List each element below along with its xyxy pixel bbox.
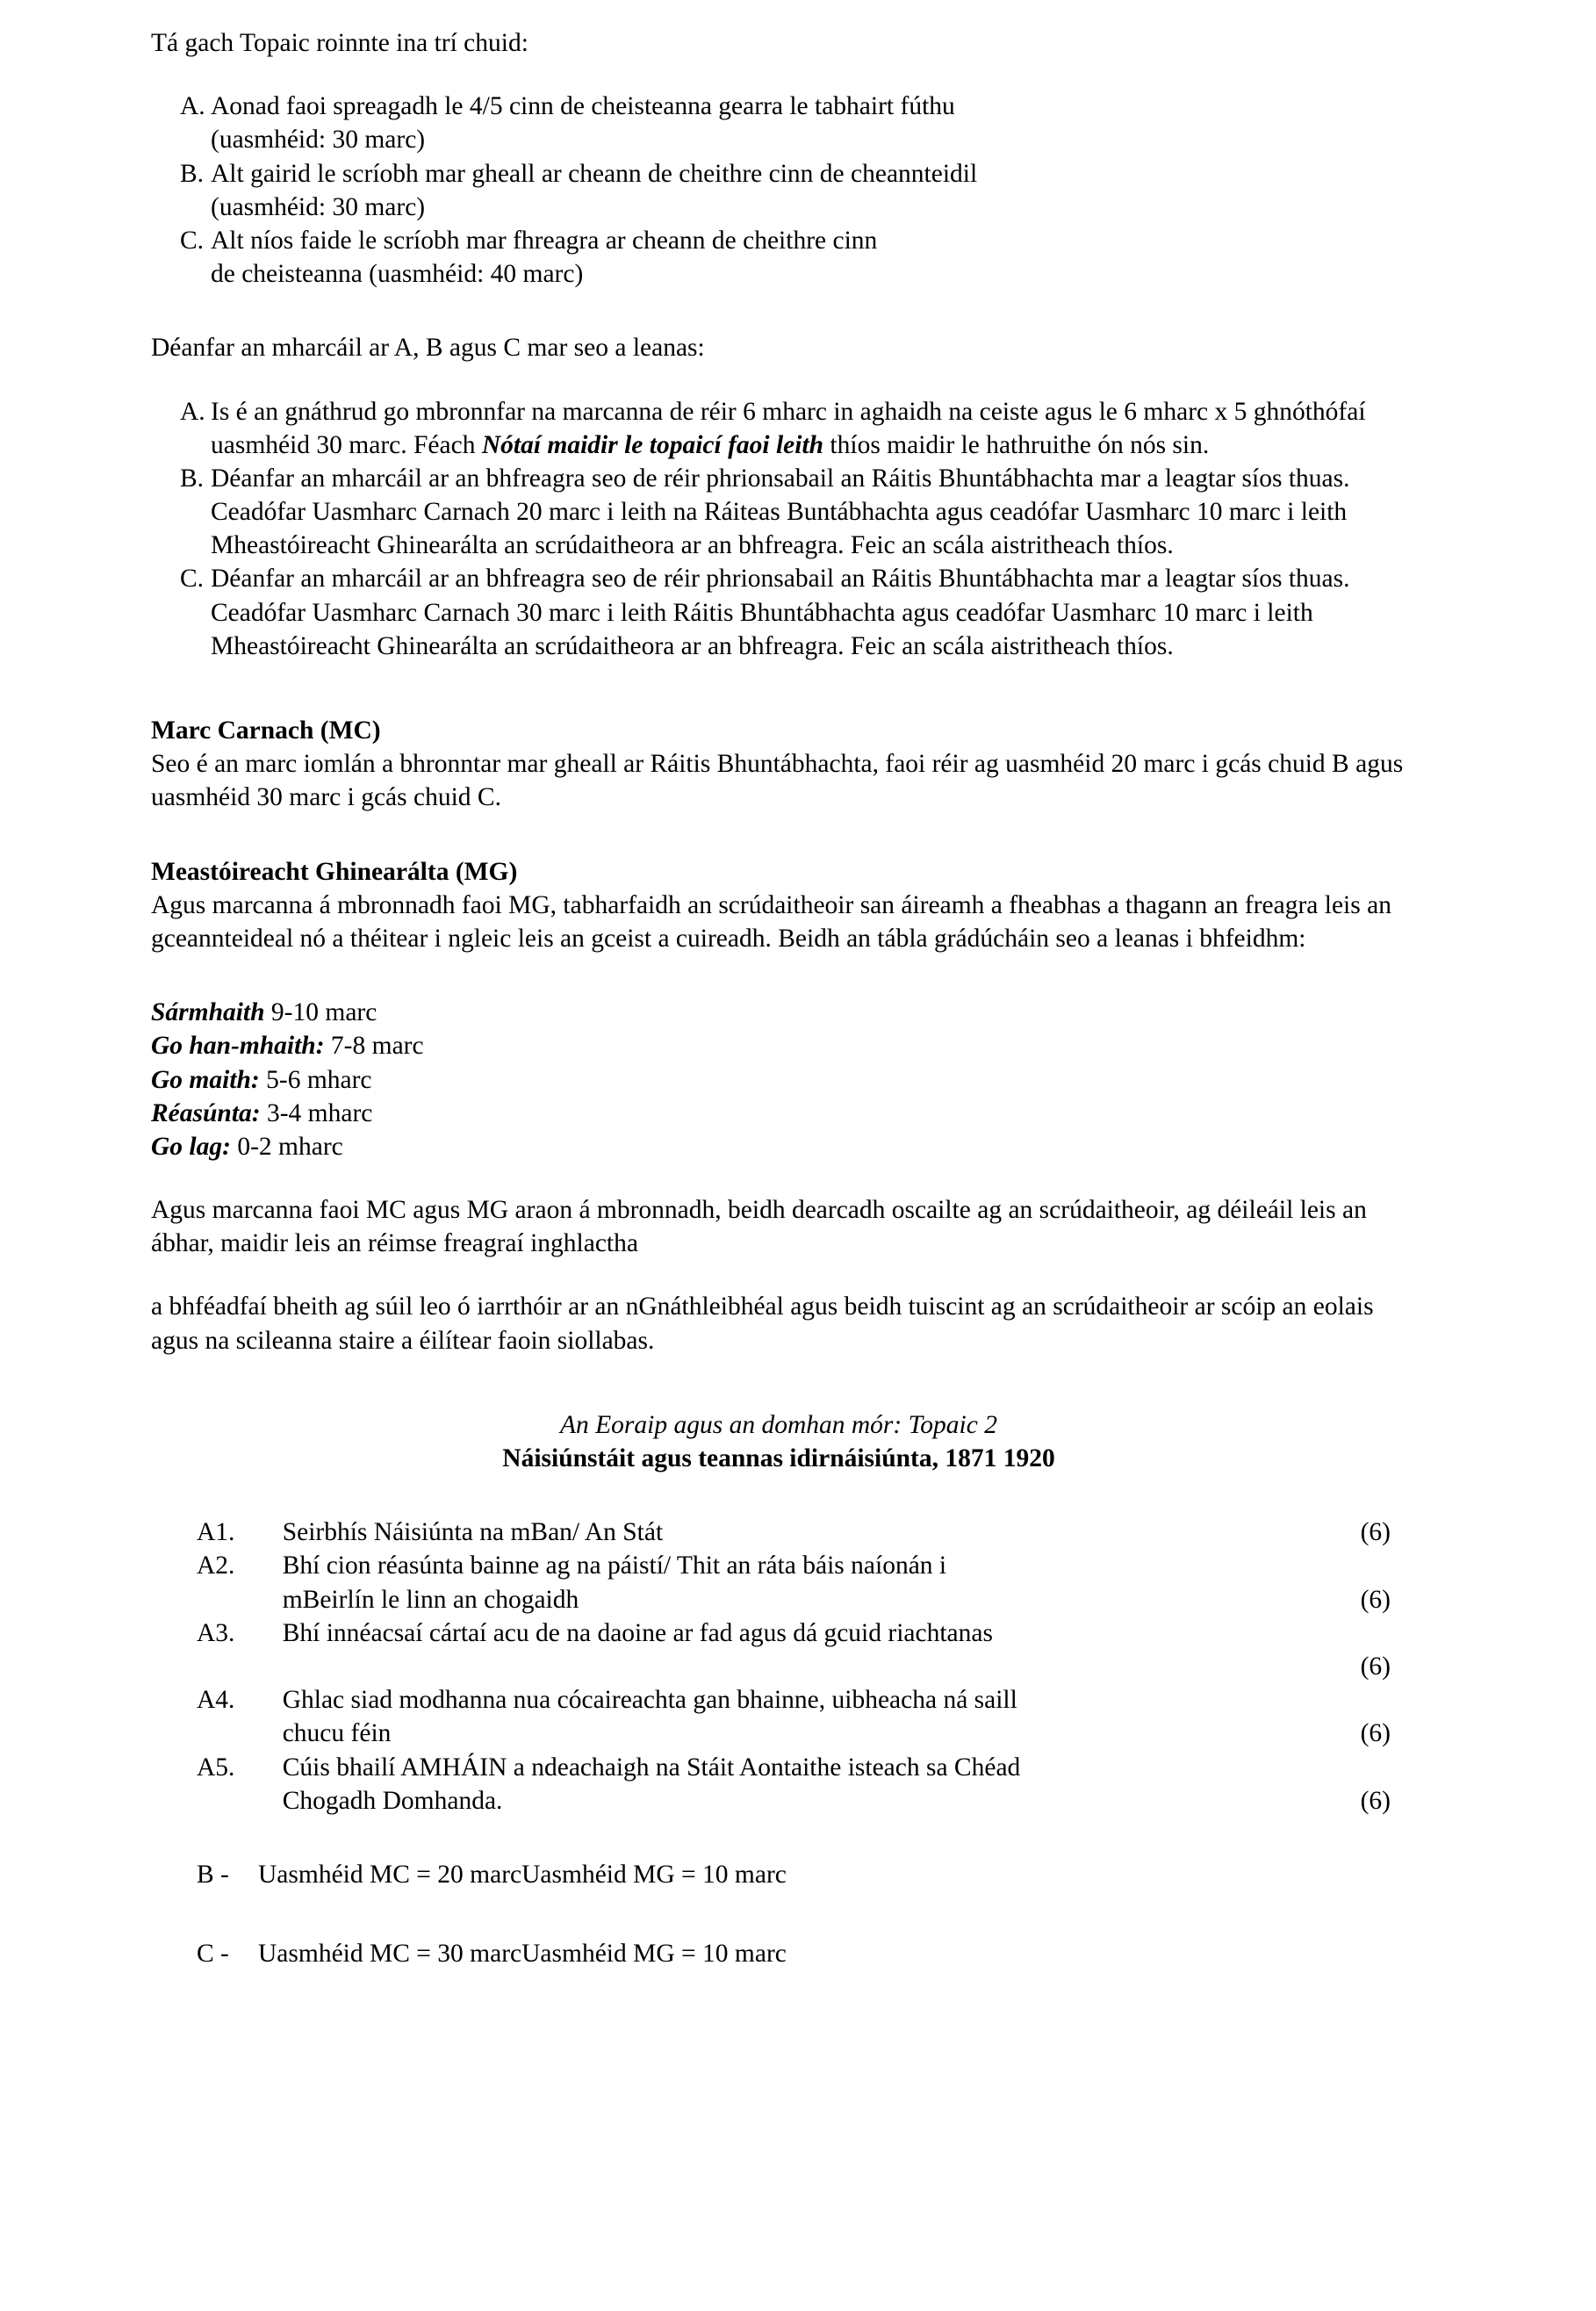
intro-lead-text: Tá gach Topaic roinnte ina trí chuid: <box>151 29 528 57</box>
question-number-blank <box>197 1650 283 1683</box>
topic-title-line1: An Eoraip agus an domhan mór: Topaic 2 <box>560 1410 997 1439</box>
marking-list <box>151 395 1406 664</box>
spacer-before-mc-heading <box>151 663 1406 714</box>
table-row <box>197 1549 1391 1616</box>
question-table <box>197 1515 1391 1818</box>
bc-summary-table <box>197 1858 802 1970</box>
spacer-before-topic-title <box>151 1357 1406 1408</box>
spacer-between-closing-paras <box>151 1260 1406 1290</box>
list-item <box>151 395 1406 462</box>
question-line: Bhí cion réasúnta bainne ag na páistí/ Thit an ráta báis naíonán i <box>282 1551 947 1580</box>
parts-list-marker-c: C. <box>180 226 205 255</box>
question-line: chucu féin <box>282 1719 392 1748</box>
question-line: Bhí innéacsaí cártaí acu de na daoine ar fad agus dá gcuid riachtanas <box>282 1618 993 1647</box>
question-text <box>283 1549 1283 1616</box>
grade-label: Go lag: <box>151 1132 231 1161</box>
list-item <box>151 224 1406 291</box>
question-line: Seirbhís Náisiúnta na mBan/ An Stát <box>282 1518 664 1547</box>
parts-list-line: Alt níos faide le scríobh mar fhreagra ar cheann de cheithre cinn <box>211 226 878 255</box>
grade-value: 7-8 marc <box>324 1032 424 1061</box>
table-row <box>197 1858 802 1891</box>
marking-list-text-a <box>211 395 1406 462</box>
marking-text-after: thíos maidir le hathruithe ón nós sin. <box>823 430 1210 459</box>
question-number: A3. <box>197 1618 235 1647</box>
parts-list-line: Aonad faoi spreagadh le 4/5 cinn de cheisteanna gearra le tabhairt fúthu <box>211 92 955 121</box>
list-item <box>151 90 1406 156</box>
table-row <box>197 1650 1391 1683</box>
parts-list <box>151 90 1406 291</box>
question-mark: (6) <box>1360 1585 1391 1614</box>
table-row <box>197 1515 1391 1549</box>
marking-list-marker-c: C. <box>180 565 205 594</box>
marc-carnach-body: Seo é an marc iomlán a bhronntar mar gheall ar Ráitis Bhuntábhachta, faoi réir ag uasmhéid 20 marc i gcás chuid B agus uasmhéid 30 marc i gcás chuid C. <box>151 750 1404 812</box>
spacer-before-bc-summary <box>151 1818 1406 1858</box>
question-line: Ghlac siad modhanna nua cócaireachta gan bhainne, uibheacha ná saill <box>282 1686 1017 1715</box>
grade-value: 3-4 mharc <box>260 1098 373 1127</box>
question-text <box>283 1515 1283 1549</box>
question-text <box>283 1616 1283 1650</box>
question-mark <box>1283 1616 1391 1650</box>
parts-list-marker-b: B. <box>180 159 205 188</box>
parts-list-marker-a: A. <box>180 92 205 121</box>
question-text-blank <box>283 1650 1283 1683</box>
question-mark: (6) <box>1360 1518 1391 1547</box>
question-text <box>283 1751 1283 1818</box>
marc-carnach-heading: Marc Carnach (MC) <box>151 716 381 745</box>
parts-list-line: de cheisteanna (uasmhéid: 40 marc) <box>211 260 584 289</box>
spacer-after-lead <box>151 60 1406 90</box>
meastoireacht-body: Agus marcanna á mbronnadh faoi MG, tabharfaidh an scrúdaitheoir san áireamh a fheabhas a thagann an freagra leis an gceannteideal nó a théitear i ngleic leis an gceist a cuireadh. Beidh an tábla grádúcháin seo a leanas i bhfeidhm: <box>151 890 1391 953</box>
topic-title-block <box>151 1408 1406 1475</box>
list-item <box>151 562 1406 663</box>
topic-title-line2: Náisiúnstáit agus teannas idirnáisiúnta, 1871 1920 <box>502 1444 1055 1472</box>
grade-scale-list <box>151 996 1406 1163</box>
spacer-before-questions <box>151 1475 1406 1515</box>
spacer-cell <box>197 1891 258 1937</box>
spacer-before-mg-heading <box>151 815 1406 855</box>
table-row-spacer <box>197 1891 802 1937</box>
marking-intro-text: Déanfar an mharcáil ar A, B agus C mar seo a leanas: <box>151 334 705 363</box>
spacer-before-closing-para1 <box>151 1163 1406 1193</box>
spacer-before-marking-intro <box>151 291 1406 331</box>
top-spacer <box>151 0 1406 19</box>
list-item <box>151 1130 1406 1163</box>
bc-label: B - <box>197 1860 229 1889</box>
list-item <box>151 1063 1406 1097</box>
question-number: A1. <box>197 1518 235 1547</box>
grade-label: Réasúnta: <box>151 1098 261 1127</box>
question-mark: (6) <box>1360 1652 1391 1681</box>
marking-list-marker-a: A. <box>180 397 205 426</box>
marking-list-text-b: Déanfar an mharcáil ar an bhfreagra seo de réir phrionsabail an Ráitis Bhuntábhachta mar a leagtar síos thuas. Ceadófar Uasmharc Carnach 20 marc i leith na Ráiteas Buntábhachta agus ceadófar Uasmharc 10 marc i leith Mheastóireacht Ghinearálta an scrúdaitheora ar an bhfreagra. Feic an scála aistritheach thíos. <box>211 464 1350 560</box>
parts-list-line: Alt gairid le scríobh mar gheall ar cheann de cheithre cinn de cheannteidil <box>211 159 978 188</box>
spacer-before-grade-scale <box>151 955 1406 996</box>
question-mark: (6) <box>1360 1786 1391 1815</box>
question-mark: (6) <box>1360 1719 1391 1748</box>
grade-label: Sármhaith <box>151 998 265 1027</box>
meastoireacht-heading: Meastóireacht Ghinearálta (MG) <box>151 857 518 886</box>
table-row <box>197 1751 1391 1818</box>
parts-list-line: (uasmhéid: 30 marc) <box>211 192 426 221</box>
parts-list-line: (uasmhéid: 30 marc) <box>211 126 426 155</box>
question-line: Chogadh Domhanda. <box>282 1786 503 1815</box>
grade-value: 0-2 mharc <box>230 1132 343 1161</box>
parts-list-text-b <box>211 157 1406 224</box>
spacer-cell <box>258 1891 521 1937</box>
question-text <box>283 1683 1283 1750</box>
bc-label: C - <box>197 1940 229 1969</box>
question-line: mBeirlín le linn an chogaidh <box>282 1585 579 1614</box>
spacer-after-marking-intro <box>151 365 1406 395</box>
list-item <box>151 1097 1406 1130</box>
grade-value: 5-6 mharc <box>259 1065 372 1094</box>
closing-paragraph-2: a bhféadfaí bheith ag súil leo ó iarrthóir ar an nGnáthleibhéal agus beidh tuiscint ag an scrúdaitheoir ar scóip an eolais agus na scileanna staire a éilítear faoin siollabas. <box>151 1292 1374 1355</box>
marking-list-text-c: Déanfar an mharcáil ar an bhfreagra seo de réir phrionsabail an Ráitis Bhuntábhachta mar a leagtar síos thuas. Ceadófar Uasmharc Carnach 30 marc i leith Ráitis Bhuntábhachta agus ceadófar Uasmharc 10 marc i leith Mheastóireacht Ghinearálta an scrúdaitheora ar an bhfreagra. Feic an scála aistritheach thíos. <box>211 565 1350 660</box>
bc-mg-value: Uasmhéid MG = 10 marc <box>521 1940 787 1969</box>
marking-text-before: Is é an gnáthrud go mbronnfar na marcanna de réir 6 mharc in aghaidh na ceiste agus le 6 mharc x 5 ghnóthófaí uasmhéid 30 marc. Féach <box>211 397 1366 459</box>
table-row <box>197 1683 1391 1750</box>
list-item <box>151 157 1406 224</box>
grade-value: 9-10 marc <box>264 998 377 1027</box>
bc-mc-value: Uasmhéid MC = 20 marc <box>258 1860 522 1889</box>
table-row <box>197 1616 1391 1650</box>
closing-paragraph-1: Agus marcanna faoi MC agus MG araon á mbronnadh, beidh dearcadh oscailte ag an scrúdaitheoir, ag déileáil leis an ábhar, maidir leis an réimse freagraí inghlactha <box>151 1196 1367 1258</box>
list-item <box>151 996 1406 1029</box>
grade-label: Go han-mhaith: <box>151 1032 325 1061</box>
question-number: A2. <box>197 1551 235 1580</box>
marking-list-marker-b: B. <box>180 464 205 493</box>
marking-text-emphasis: Nótaí maidir le topaicí faoi leith <box>481 430 824 459</box>
spacer-cell <box>521 1891 802 1937</box>
list-item <box>151 462 1406 563</box>
bc-mc-value: Uasmhéid MC = 30 marc <box>258 1940 522 1969</box>
parts-list-text-c <box>211 224 1406 291</box>
table-row <box>197 1937 802 1970</box>
question-line: Cúis bhailí AMHÁIN a ndeachaigh na Stáit Aontaithe isteach sa Chéad <box>282 1753 1021 1782</box>
question-number: A4. <box>197 1686 235 1715</box>
question-number: A5. <box>197 1753 235 1782</box>
grade-label: Go maith: <box>151 1065 260 1094</box>
document-body-column <box>151 0 1406 1970</box>
parts-list-text-a <box>211 90 1406 156</box>
list-item <box>151 1029 1406 1062</box>
bc-mg-value: Uasmhéid MG = 10 marc <box>521 1860 787 1889</box>
